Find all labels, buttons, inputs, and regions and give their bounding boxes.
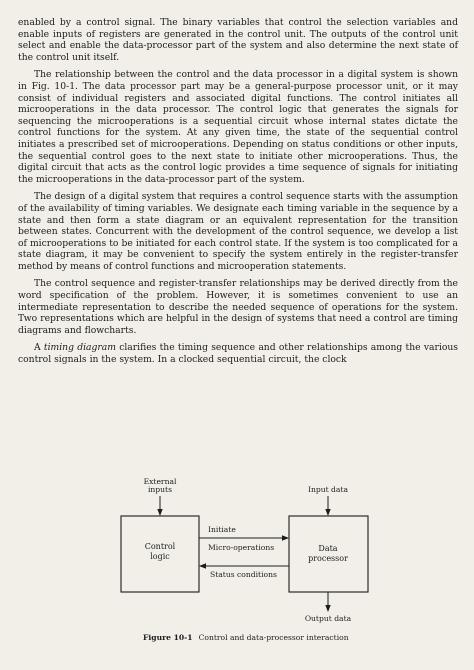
external-inputs-label-line2: inputs xyxy=(147,485,173,494)
control-logic-label-line1: Control xyxy=(144,542,176,551)
paragraph-5-rest: clarifies the timing sequence and other relationships among the various control signals in the system. In a clocked sequential circuit, the clock xyxy=(18,342,458,366)
figure-caption-text: Control and data-processor interaction xyxy=(198,633,349,642)
control-logic-label-line2: logic xyxy=(150,552,170,561)
paragraph-4: The control sequence and register-transfer relationships may be derived directly from the word specification of the problem. However, it is sometimes convenient to use an intermediate representation to describe the needed sequence of operations for the system. Two representations which are helpful in the design of systems that need a control are timing diagrams and flowcharts. xyxy=(18,278,458,336)
status-conditions-label: Status conditions xyxy=(210,570,277,579)
initiate-label: Initiate xyxy=(208,525,236,534)
external-inputs-label-line1: External xyxy=(143,477,177,486)
timing-diagram-term: timing diagram xyxy=(43,342,116,354)
data-processor-label-line2: processor xyxy=(308,554,348,563)
paragraph-3: The design of a digital system that requires a control sequence starts with the assumption of the availability of timing variables. We designate each timing variable in the sequence by a state and then form a state diagram or an equivalent representation for the transition between states. Concurrent with the development of the control sequence, we develop a list of microoperations to be initiated for each control state. If the system is too complicated for a state diagram, it may be convenient to specify the system entirely in the register-transfer method by means of control functions and microoperation statements. xyxy=(18,191,458,272)
output-data-label: Output data xyxy=(304,614,352,623)
figure-caption xyxy=(143,633,349,642)
paragraph-5-lead: A xyxy=(34,342,44,354)
input-data-label: Input data xyxy=(307,485,349,494)
microoperations-label: Micro-operations xyxy=(208,543,275,552)
data-processor-label-line1: Data xyxy=(318,544,338,553)
paragraph-2: The relationship between the control and the data processor in a digital system is shown in Fig. 10-1. The data processor part may be a general-purpose processor unit, or it may consist of individual registers and associated digital functions. The control initiates all microoperations in the data processor. The control logic that generates the signals for sequencing the microoperations is a sequential circuit whose internal states dictate the control functions for the system. At any given time, the state of the sequential control initiates a prescribed set of microoperations. Depending on status conditions or other inputs, the sequential control goes to the next state to initiate other microoperations. Thus, the digital circuit that acts as the control logic provides a time sequence of signals for initiating the microoperations in the data-processor part of the system. xyxy=(18,69,458,185)
figure-number: Figure 10-1 xyxy=(143,633,193,642)
paragraph-1: enabled by a control signal. The binary variables that control the selection variables and enable inputs of registers are generated in the control unit. The outputs of the control unit select and enable the data-processor part of the system and also determine the next state of the control unit itself. xyxy=(18,17,458,63)
